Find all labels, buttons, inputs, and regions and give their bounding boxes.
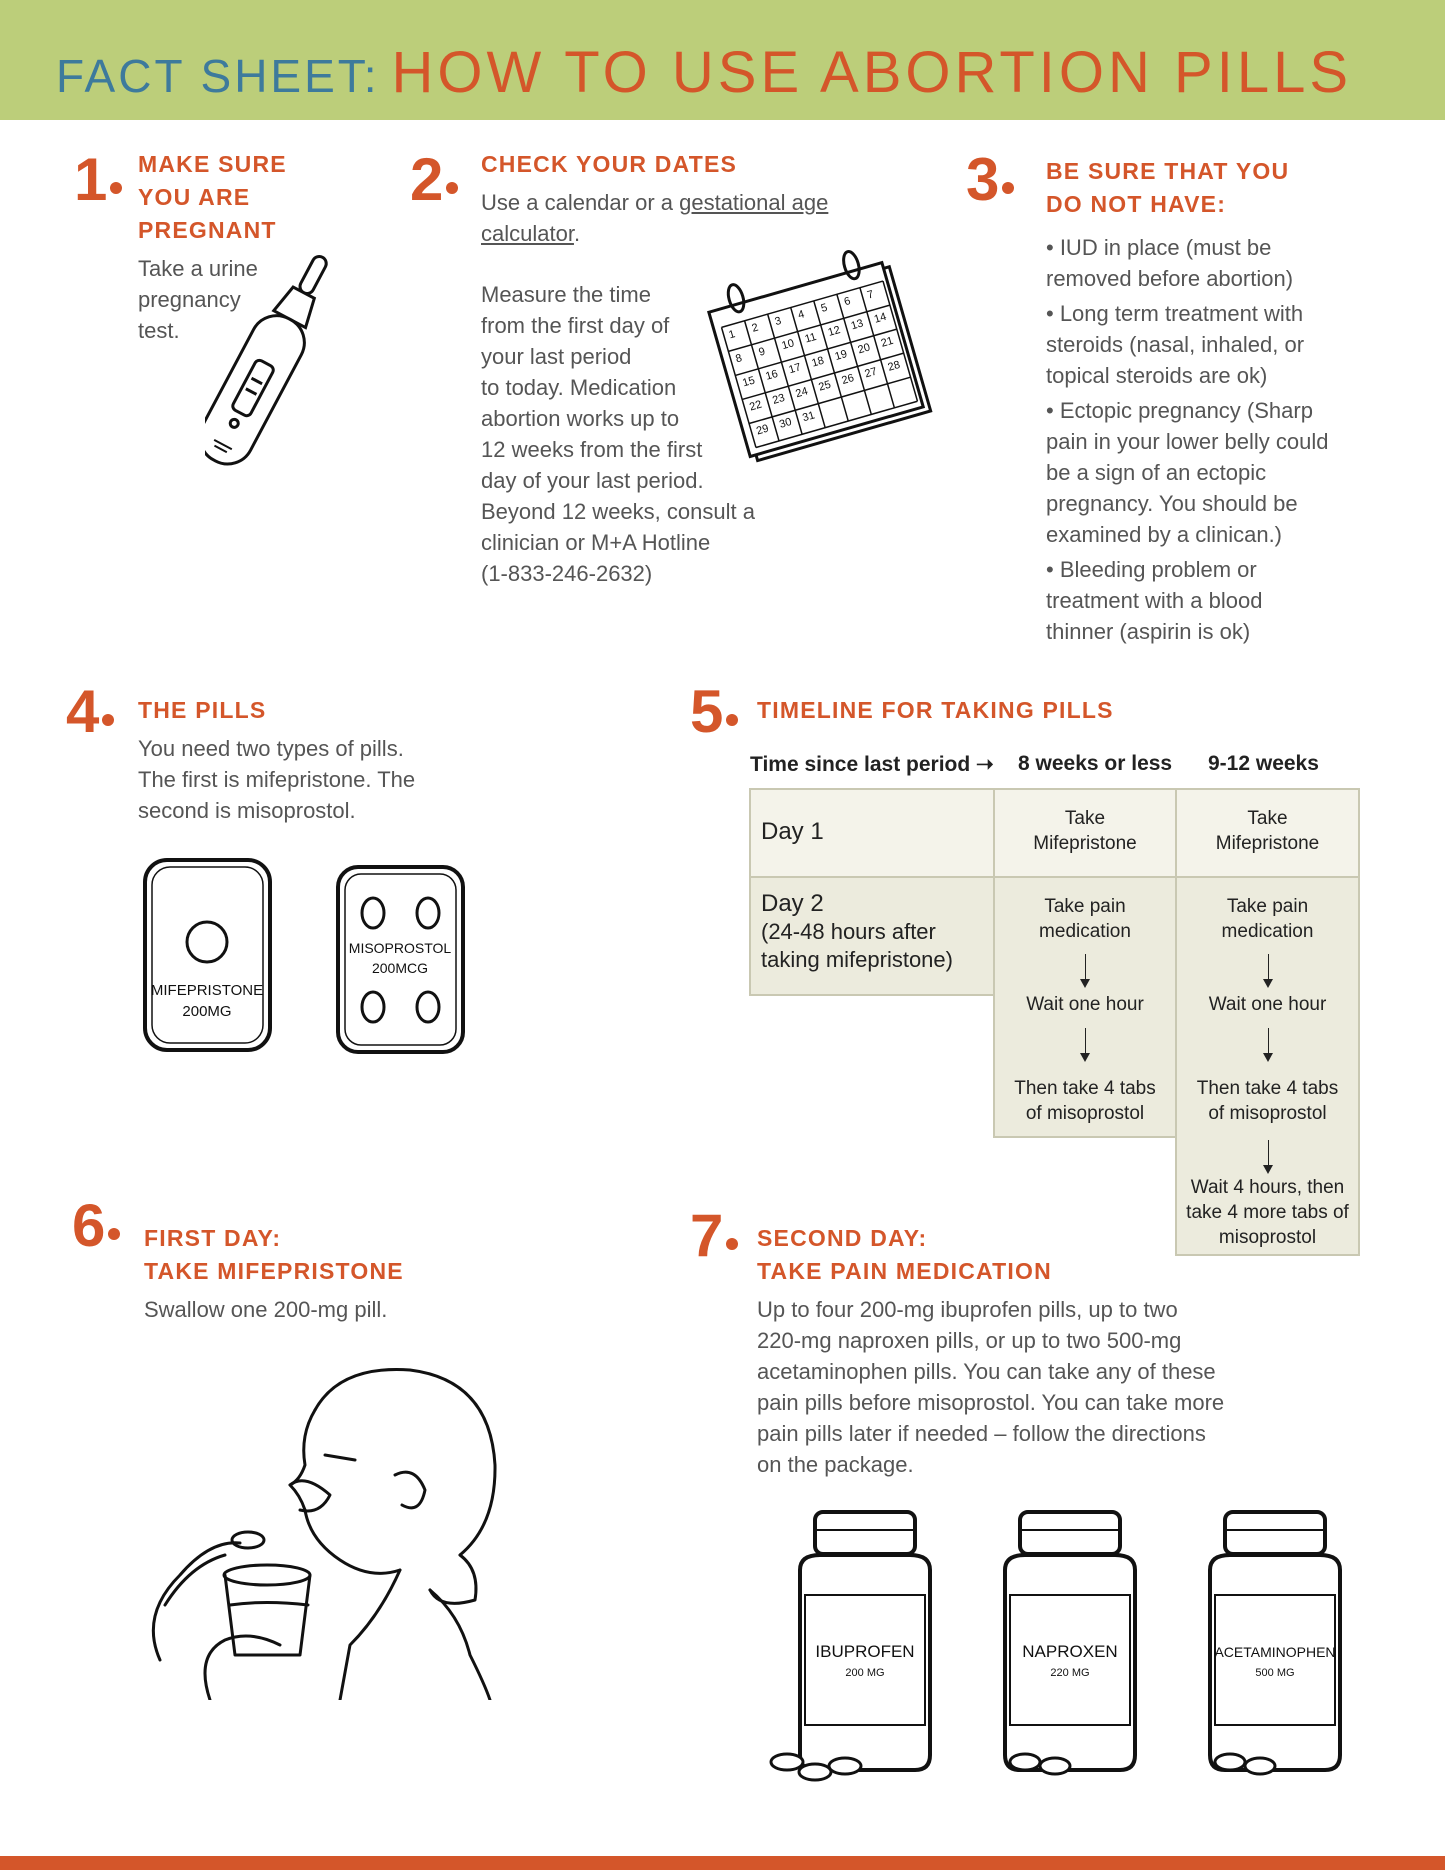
timeline-col-8weeks: 8 weeks or less — [1018, 752, 1173, 775]
section-6-heading: FIRST DAY: TAKE MIFEPRISTONE — [144, 1225, 404, 1284]
section-6-body: Swallow one 200-mg pill. — [144, 1297, 388, 1322]
timeline-day2-col2: Take pain medication Wait one hour Then take 4 tabs of misoprostol Wait 4 hours, then take 4 more tabs of misoprostol — [1175, 876, 1360, 1256]
acetaminophen-bottle — [1210, 1512, 1340, 1774]
title-main: HOW TO USE ABORTION PILLS — [391, 40, 1353, 105]
calendar-day: 31 — [801, 409, 817, 425]
section-4-body: You need two types of pills. The first is mifepristone. The second is misoprostol. — [138, 736, 416, 823]
calendar-day: 5 — [819, 301, 829, 315]
footer-bar — [0, 1856, 1445, 1870]
condition-bleeding: • Bleeding problem or treatment with a blood thinner (aspirin is ok) — [1046, 557, 1263, 644]
step-number-5: 5 — [690, 682, 738, 742]
person-swallowing-pill-icon — [140, 1355, 530, 1700]
pregnancy-test-icon — [205, 240, 355, 490]
svg-text:ACETAMINOPHEN: ACETAMINOPHEN — [1214, 1644, 1336, 1660]
step-number-3: 3 — [966, 150, 1014, 210]
arrow-down-icon — [1085, 1028, 1086, 1060]
calendar-day: 20 — [856, 341, 872, 357]
arrow-down-icon — [1268, 954, 1269, 986]
section-7-body: Up to four 200-mg ibuprofen pills, up to two 220-mg naproxen pills, or up to two 500-mg acetaminophen pills. You can take any of these pain pills before misoprostol. You can take more pain pills later if needed – follow the directions on the package. — [757, 1297, 1225, 1477]
step-number-7: 7 — [690, 1206, 738, 1266]
section-2-body: Measure the time from the first day of your last period to today. Medication abortion works up to 12 weeks from the first day of your last period. Beyond 12 weeks, consult a clinician or M+A Hotline (1-833-246-2632) — [481, 282, 755, 586]
section-1-body: Take a urine pregnancy test. — [138, 256, 258, 343]
svg-text:NAPROXEN: NAPROXEN — [1022, 1642, 1118, 1661]
arrow-down-icon — [1268, 1140, 1269, 1172]
calendar-icon — [700, 240, 935, 465]
section-3-conditions-list — [1046, 232, 1329, 651]
timeline-day2-col1: Take pain medication Wait one hour Then take 4 tabs of misoprostol — [993, 876, 1177, 1138]
calendar-day: 4 — [796, 308, 806, 322]
step-number-6: 6 — [72, 1196, 120, 1256]
calendar-day: 8 — [734, 352, 744, 366]
calendar-day: 7 — [865, 288, 876, 302]
calendar-day: 23 — [771, 391, 787, 407]
condition-steroids: • Long term treatment with steroids (nasal, inhaled, or topical steroids are ok) — [1046, 301, 1305, 388]
calendar-day: 30 — [778, 415, 794, 431]
svg-text:MIFEPRISTONE: MIFEPRISTONE — [150, 982, 264, 999]
pill-packs-icon — [140, 855, 480, 1055]
calendar-day: 22 — [748, 398, 764, 414]
calendar-day: 14 — [872, 310, 888, 326]
svg-text:200 MG: 200 MG — [845, 1667, 885, 1679]
calendar-day: 17 — [787, 361, 803, 377]
calendar-day: 3 — [773, 314, 783, 329]
svg-text:200MCG: 200MCG — [371, 960, 429, 976]
section-2-heading: CHECK YOUR DATES — [481, 151, 738, 177]
header-bar — [0, 0, 1445, 120]
timeline-day1-col1: Take Mifepristone — [993, 788, 1177, 878]
timeline-day2-label: Day 2 (24-48 hours after taking mifepristone) — [749, 876, 995, 996]
calendar-day: 16 — [764, 367, 780, 383]
calendar-day: 2 — [750, 321, 760, 335]
calendar-day: 28 — [886, 358, 902, 374]
calendar-day: 1 — [727, 328, 737, 342]
naproxen-bottle — [1005, 1512, 1135, 1774]
medication-bottles-icon — [765, 1500, 1345, 1790]
arrow-right-icon: ➝ — [976, 753, 994, 776]
svg-text:220 MG: 220 MG — [1050, 1667, 1090, 1679]
svg-text:500 MG: 500 MG — [1255, 1667, 1295, 1679]
gestational-age-calculator-link[interactable]: gestational age calculator — [481, 190, 829, 246]
calendar-day: 10 — [780, 337, 796, 353]
timeline-col-label: Time since last period ➝ — [750, 753, 994, 776]
mifepristone-pack — [145, 860, 270, 1050]
calendar-day: 6 — [842, 295, 852, 309]
section-1-heading: MAKE SURE YOU ARE PREGNANT — [138, 151, 287, 243]
arrow-down-icon — [1268, 1028, 1269, 1060]
section-5-heading: TIMELINE FOR TAKING PILLS — [757, 697, 1114, 723]
step-number-4: 4 — [66, 682, 114, 742]
calendar-day: 24 — [794, 385, 810, 401]
timeline-col-9-12weeks: 9-12 weeks — [1208, 752, 1319, 775]
title-lead: FACT SHEET: — [56, 50, 380, 102]
page-title — [56, 40, 1353, 105]
section-4-heading: THE PILLS — [138, 697, 267, 723]
svg-text:200MG: 200MG — [182, 1003, 232, 1020]
calendar-day: 9 — [757, 345, 767, 359]
calendar-day: 12 — [826, 324, 842, 339]
arrow-down-icon — [1085, 954, 1086, 986]
ibuprofen-bottle — [771, 1512, 930, 1780]
step-number-1: 1 — [74, 150, 122, 210]
calendar-day: 29 — [754, 422, 771, 438]
condition-ectopic: • Ectopic pregnancy (Sharp pain in your lower belly could be a sign of an ectopic pregnancy. You should be examined by a clinican.) — [1046, 398, 1329, 547]
calendar-day: 15 — [741, 374, 757, 390]
calendar-day: 27 — [863, 365, 879, 381]
timeline-day1-label: Day 1 — [749, 788, 995, 878]
calendar-day: 26 — [840, 372, 856, 388]
calendar-day: 21 — [879, 334, 895, 350]
calendar-day: 19 — [833, 348, 849, 363]
calendar-day: 13 — [849, 317, 865, 333]
section-2-intro: Use a calendar or a gestational age calculator. — [481, 190, 829, 246]
misoprostol-pack — [338, 867, 463, 1052]
condition-iud: • IUD in place (must be removed before abortion) — [1046, 235, 1294, 291]
section-3-heading: BE SURE THAT YOU DO NOT HAVE: — [1046, 158, 1290, 217]
calendar-day: 11 — [803, 330, 818, 346]
step-number-2: 2 — [410, 150, 458, 210]
calendar-day: 25 — [817, 378, 833, 394]
section-7-heading: SECOND DAY: TAKE PAIN MEDICATION — [757, 1225, 1052, 1284]
timeline-day1-col2: Take Mifepristone — [1175, 788, 1360, 878]
calendar-day: 18 — [810, 354, 826, 370]
svg-text:MISOPROSTOL: MISOPROSTOL — [348, 940, 452, 956]
svg-text:IBUPROFEN: IBUPROFEN — [815, 1642, 915, 1661]
